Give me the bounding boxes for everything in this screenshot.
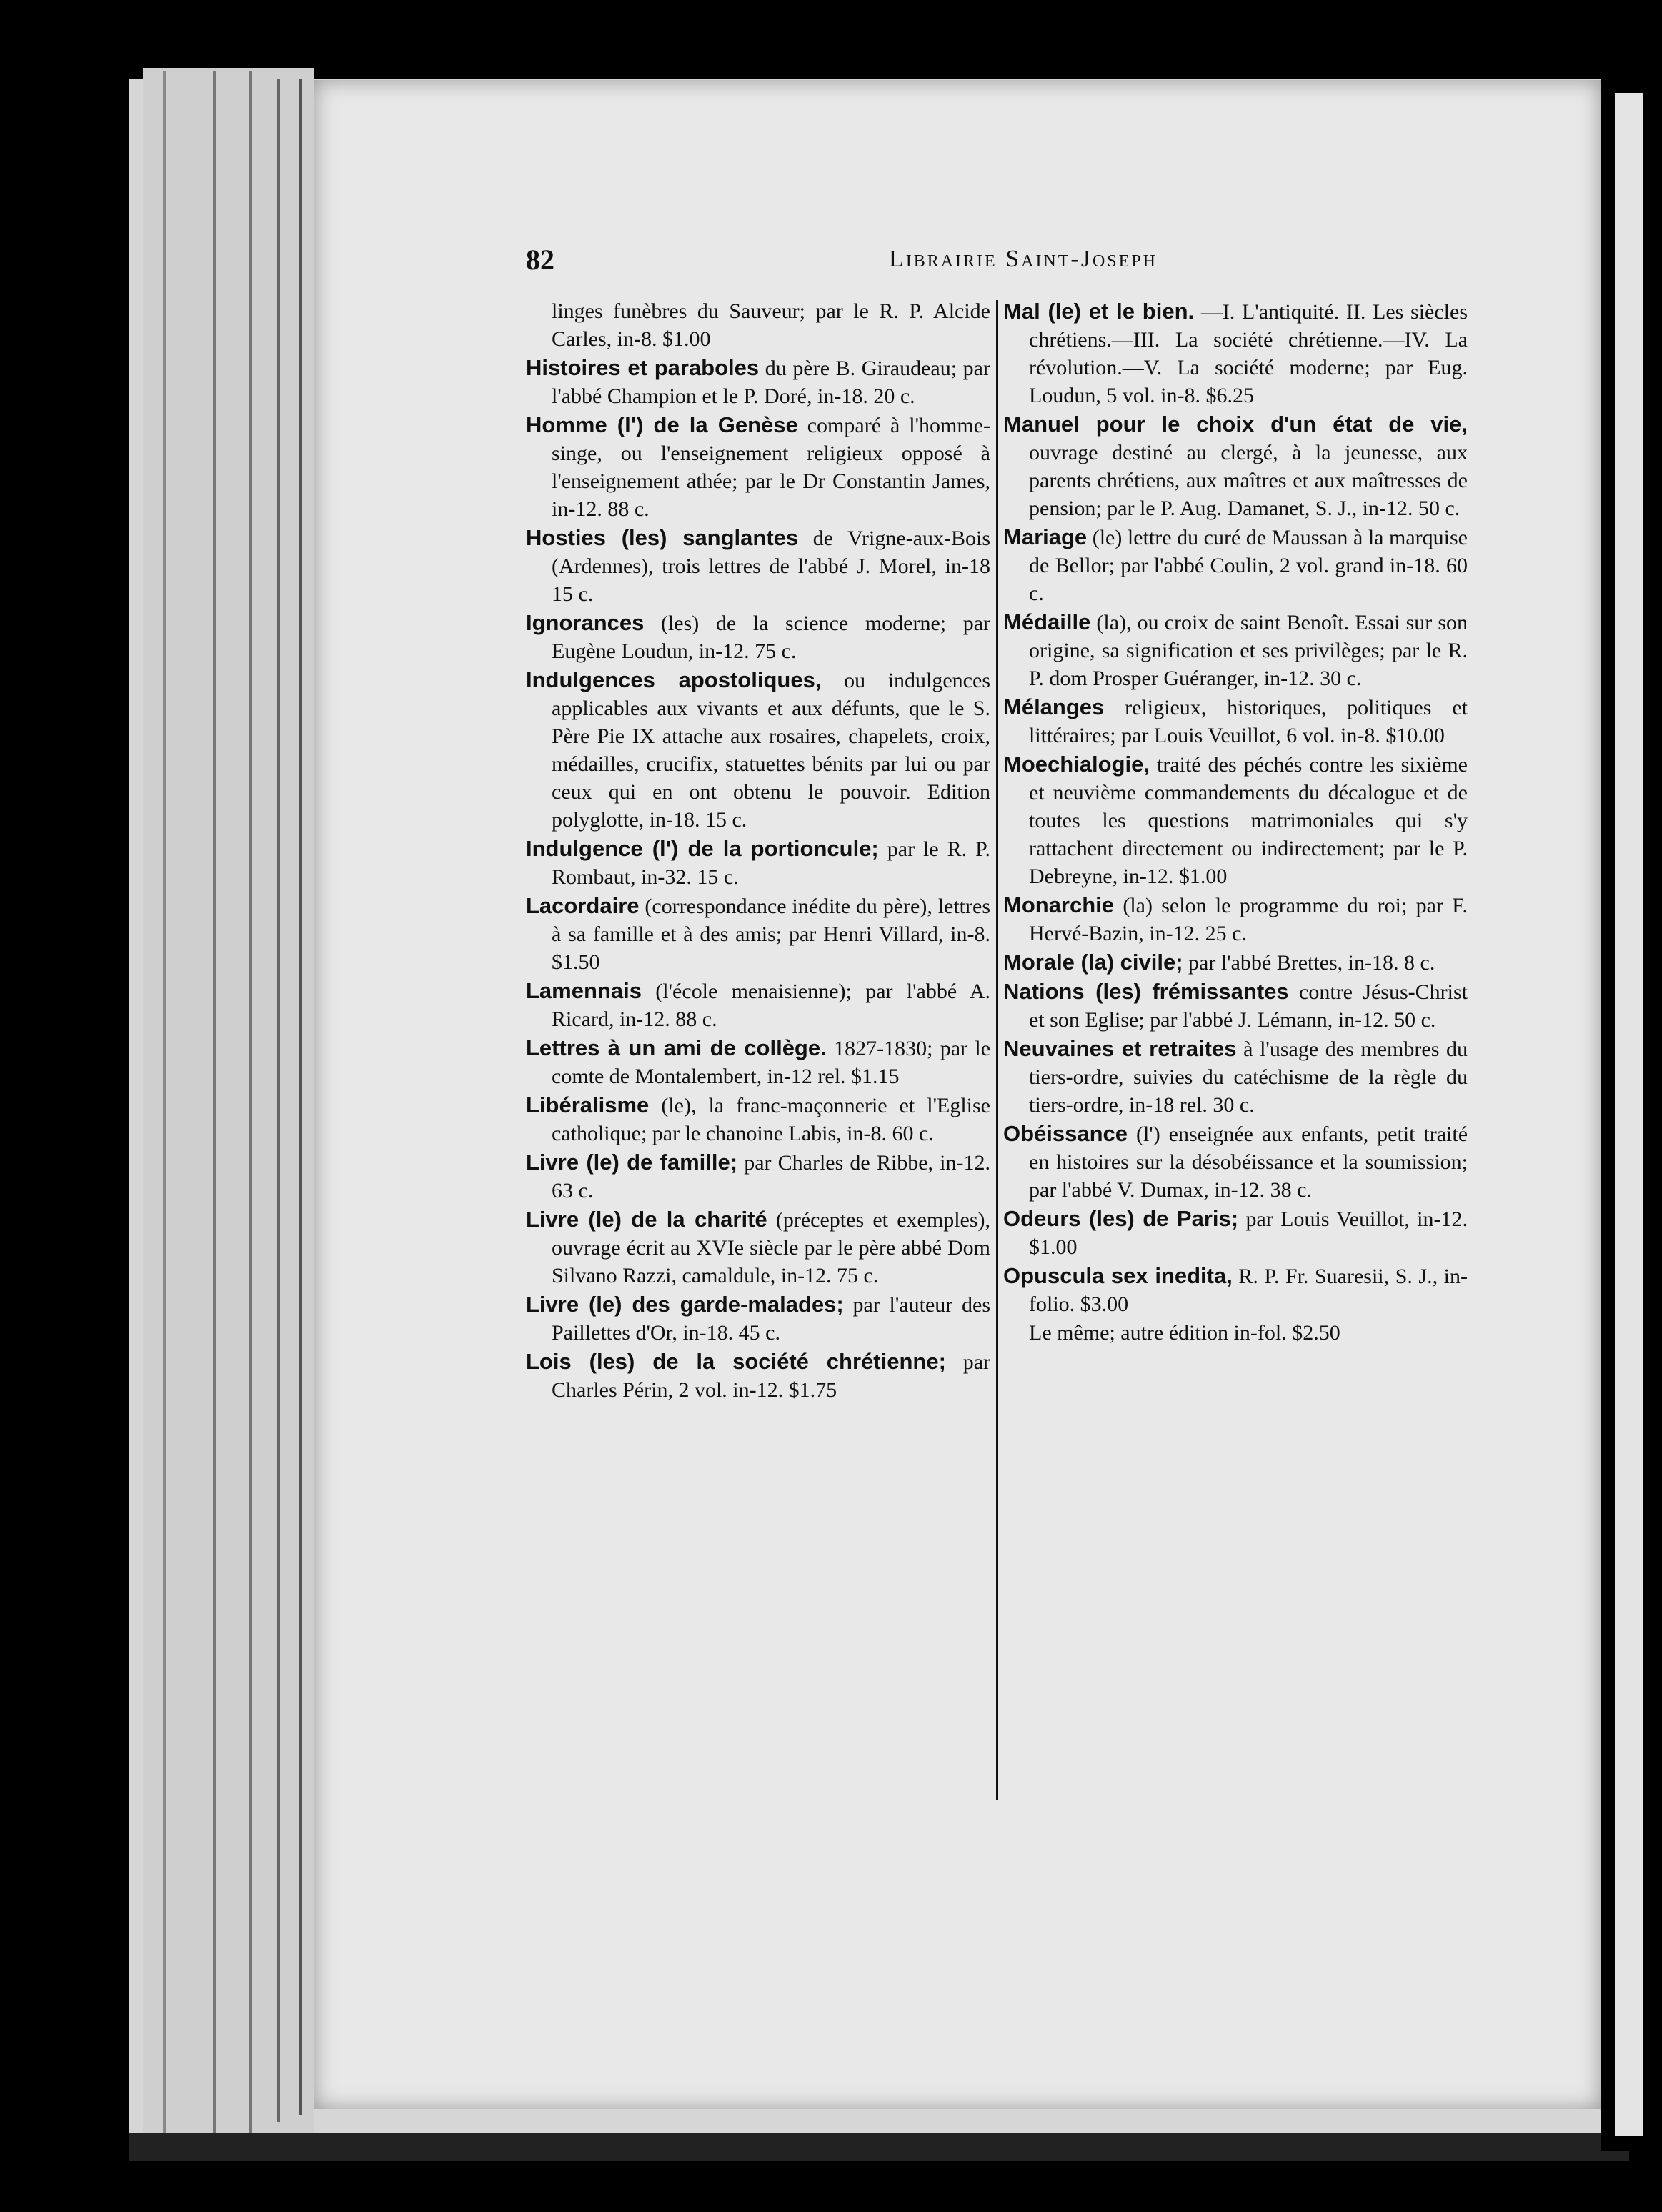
catalog-entry [526,354,990,410]
entry-title: Odeurs (les) de Paris; [1003,1206,1239,1231]
column-divider [996,300,998,1800]
catalog-entry [1003,1205,1468,1261]
entry-description: à l'usage des membres du tiers-ordre, suivies du catéchisme de la règle du tiers-ordre, in-18 rel. 30 c. [1029,1037,1468,1117]
entry-title: Indulgence (l') de la portioncule; [526,836,879,861]
catalog-entry [1003,1262,1468,1318]
entry-description: (les) de la science moderne; par Eugène Loudun, in-12. 75 c. [552,612,990,663]
entry-description: par Charles de Ribbe, in-12. 63 c. [552,1151,991,1202]
entry-description: ou indulgences applicables aux vivants et aux défunts, que le S. Père Pie IX attache aux rosaires, chapelets, croix, médailles, crucifix, statuettes bénits par lui ou par ceux qui en ont obtenu le pouvoir. Edition polyglotte, in-18. 15 c. [552,669,990,832]
entry-title: Livre (le) de la charité [526,1207,767,1232]
catalog-entry [526,524,990,608]
entry-title: Lacordaire [526,893,640,918]
entry-title: Mariage [1003,524,1088,549]
entry-title: Manuel pour le choix d'un état de vie, [1003,412,1468,437]
entry-title: Lettres à un ami de collège. [526,1035,827,1060]
entry-description: (le) lettre du curé de Maussan à la marquise de Bellor; par l'abbé Coulin, 2 vol. grand in-18. 60 c. [1029,526,1468,605]
entry-description: linges funèbres du Sauveur; par le R. P. Alcide Carles, in-8. $1.00 [552,299,990,351]
entry-title: Moechialogie, [1003,752,1150,777]
page-header [526,243,1158,286]
entry-description: R. P. Fr. Suaresii, S. J., in-folio. $3.00 [1029,1265,1468,1316]
entry-description: du père B. Giraudeau; par l'abbé Champion et le P. Doré, in-18. 20 c. [552,357,990,408]
catalog-entry [526,666,990,834]
entry-description: par Charles Périn, 2 vol. in-12. $1.75 [552,1350,990,1402]
catalog-entry [1003,1319,1468,1347]
catalog-entry [526,1347,990,1404]
catalog-entry [1003,1035,1468,1119]
catalog-entry [1003,891,1468,947]
entry-description: par le R. P. Rombaut, in-32. 15 c. [552,837,991,889]
catalog-entry [526,1148,990,1205]
page-number: 82 [526,244,554,276]
entry-description: religieux, historiques, politiques et littéraires; par Louis Veuillot, 6 vol. in-8. $10.00 [1029,696,1468,747]
catalog-entry [1003,750,1468,890]
catalog-entry [1003,608,1468,692]
catalog-entry [526,835,990,891]
entry-description: comparé à l'homme-singe, ou l'enseignement religieux opposé à l'enseignement athée; par le Dr Constantin James, in-12. 88 c. [552,414,990,521]
catalog-entry [526,411,990,523]
catalog-entry [1003,410,1468,522]
entry-title: Lois (les) de la société chrétienne; [526,1349,946,1374]
entry-title: Indulgences apostoliques, [526,667,822,692]
entry-description: (la), ou croix de saint Benoît. Essai sur son origine, sa signification et ses privilèges; par le R. P. dom Prosper Guéranger, in-12. 30 c. [1029,611,1468,690]
entry-title: Morale (la) civile; [1003,950,1183,975]
entry-description: Le même; autre édition in-fol. $2.50 [1029,1321,1340,1345]
entry-title: Mal (le) et le bien. [1003,299,1195,324]
entry-title: Histoires et paraboles [526,355,760,380]
entry-title: Libéralisme [526,1092,650,1117]
right-column [1003,297,1468,1347]
entry-title: Opuscula sex inedita, [1003,1263,1233,1288]
entry-title: Livre (le) des garde-malades; [526,1292,844,1317]
entry-description: (l'école menaisienne); par l'abbé A. Ricard, in-12. 88 c. [552,980,991,1031]
entry-description: (correspondance inédite du père), lettres à sa famille et à des amis; par Henri Villard, in-8. $1.50 [552,895,990,974]
left-column [526,297,990,1405]
catalog-entry [526,892,990,976]
entry-title: Hosties (les) sanglantes [526,525,799,550]
entry-description: traité des péchés contre les sixième et neuvième commandements du décalogue et de toutes les questions matrimoniales qui s'y rattachent directement ou indirectement; par le P. Debreyne, in-12. $1.00 [1029,753,1468,888]
catalog-entry [526,1091,990,1147]
entry-description: 1827-1830; par le comte de Montalembert, in-12 rel. $1.15 [552,1037,991,1088]
entry-description: (l') enseignée aux enfants, petit traité en histoires sur la désobéissance et la soumission; par l'abbé V. Dumax, in-12. 38 c. [1029,1122,1468,1202]
entry-description: (préceptes et exemples), ouvrage écrit au XVIe siècle par le père abbé Dom Silvano Razzi, camaldule, in-12. 75 c. [552,1208,991,1287]
entry-description: de Vrigne-aux-Bois (Ardennes), trois lettres de l'abbé J. Morel, in-18 15 c. [552,527,990,606]
entry-description: ouvrage destiné au clergé, à la jeunesse, aux parents chrétiens, aux maîtres et aux maîtresses de pension; par le P. Aug. Damanet, S. J., in-12. 50 c. [1029,441,1468,520]
catalog-entry [526,1205,990,1290]
entry-description: par l'auteur des Paillettes d'Or, in-18. 45 c. [552,1293,990,1345]
entry-description: (la) selon le programme du roi; par F. Hervé-Bazin, in-12. 25 c. [1029,894,1468,945]
entry-description: —I. L'antiquité. II. Les siècles chrétiens.—III. La société chrétienne.—IV. La révolution.—V. La société moderne; par Eug. Loudun, 5 vol. in-8. $6.25 [1029,300,1468,407]
entry-title: Mélanges [1003,694,1105,719]
catalog-entry [1003,1120,1468,1204]
entry-description: par l'abbé Brettes, in-18. 8 c. [1188,951,1435,975]
catalog-entry [526,1034,990,1090]
entry-description: contre Jésus-Christ et son Eglise; par l'abbé J. Lémann, in-12. 50 c. [1029,980,1468,1032]
entry-title: Homme (l') de la Genèse [526,412,798,437]
catalog-entry [526,297,990,353]
catalog-entry [1003,297,1468,409]
entry-title: Ignorances [526,610,645,635]
entry-title: Nations (les) frémissantes [1003,979,1289,1004]
catalog-entry [526,977,990,1033]
catalog-entry [526,609,990,665]
catalog-entry [526,1290,990,1347]
entry-title: Neuvaines et retraites [1003,1036,1237,1061]
entry-title: Obéissance [1003,1121,1128,1146]
running-title: Librairie Saint-Joseph [888,246,1158,272]
entry-description: (le), la franc-maçonnerie et l'Eglise catholique; par le chanoine Labis, in-8. 60 c. [552,1094,990,1145]
entry-title: Médaille [1003,609,1091,634]
catalog-entry [1003,948,1468,977]
entry-title: Monarchie [1003,892,1115,917]
entry-title: Lamennais [526,978,642,1003]
catalog-entry [1003,977,1468,1034]
entry-description: par Louis Veuillot, in-12. $1.00 [1029,1207,1468,1259]
entry-title: Livre (le) de famille; [526,1150,738,1175]
catalog-entry [1003,523,1468,607]
catalog-entry [1003,693,1468,749]
